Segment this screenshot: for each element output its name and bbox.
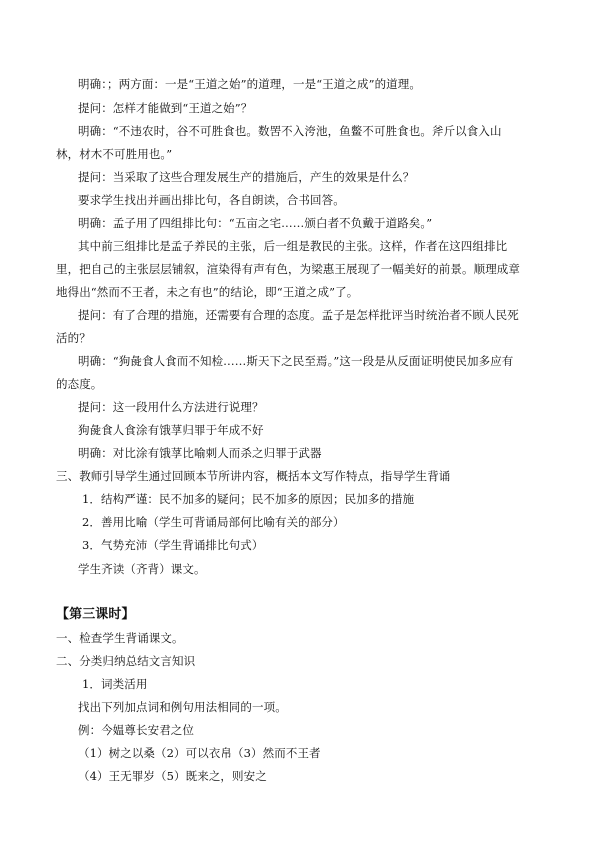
text-line: 明确：；两方面：一是“王道之始”的道理，一是“王道之成”的道理。 (78, 77, 421, 91)
text-line: 1．结构严谨：民不加多的疑问；民不加多的原因；民加多的措施 (82, 492, 415, 506)
text-line: 明确：“不违农时，谷不可胜食也。数罟不入洿池，鱼鳖不可胜食也。斧斤以食入山 (78, 124, 502, 138)
text-line: 一、检查学生背诵课文。 (56, 631, 184, 645)
text-line: 其中前三组排比是孟子养民的主张，后一组是教民的主张。这样，作者在这四组排比 (78, 239, 508, 253)
section-heading: 【第三课时】 (56, 607, 135, 622)
text-line: 学生齐读（齐背）课文。 (78, 562, 206, 576)
text-line: 的态度。 (56, 377, 103, 391)
text-line: 二、分类归纳总结文言知识 (56, 654, 196, 668)
text-line: 林，材木不可胜用也。” (56, 147, 173, 161)
text-line: 提问：这一段用什么方法进行说理？ (78, 400, 264, 414)
text-line: 1．词类活用 (82, 677, 148, 691)
text-line: 活的？ (56, 331, 91, 345)
text-line: 提问：怎样才能做到“王道之始”？ (78, 101, 253, 115)
text-line: 3．气势充沛（学生背诵排比句式） (82, 538, 264, 552)
text-line: 三、教师引导学生通过回顾本节所讲内容，概括本文写作特点，指导学生背诵 (56, 469, 451, 483)
text-line: 明确：“狗彘食人食而不知检……斯天下之民至焉。”这一段是从反面证明使民加多应有 (78, 354, 514, 368)
text-line: 找出下列加点词和例句用法相同的一项。 (78, 700, 287, 714)
text-line: 地得出“然而不王者，未之有也”的结论，即“王道之成”了。 (56, 285, 359, 299)
text-line: 提问：当采取了这些合理发展生产的措施后，产生的效果是什么？ (78, 170, 415, 184)
text-line: 要求学生找出并画出排比句，各自朗读，合书回答。 (78, 193, 345, 207)
text-line: （4）王无罪岁（5）既来之，则安之 (78, 769, 267, 783)
text-line: 明确：孟子用了四组排比句：“五亩之宅……颁白者不负戴于道路矣。” (78, 216, 433, 230)
text-line: 例：今媪尊长安君之位 (78, 723, 194, 737)
text-line: 2．善用比喻（学生可背诵局部何比喻有关的部分） (82, 515, 345, 529)
text-line: 狗彘食人食涂有饿莩归罪于年成不好 (78, 423, 264, 437)
text-line: 提问：有了合理的措施，还需要有合理的态度。孟子是怎样批评当时统治者不顾人民死 (78, 308, 519, 322)
text-line: 里，把自己的主张层层铺叙，渲染得有声有色，为梁惠王展现了一幅美好的前景。顺理成章 (56, 262, 520, 276)
text-line: （1）树之以桑（2）可以衣帛（3）然而不王者 (78, 746, 321, 760)
text-line: 明确：对比涂有饿莩比喻刺人而杀之归罪于武器 (78, 446, 322, 460)
